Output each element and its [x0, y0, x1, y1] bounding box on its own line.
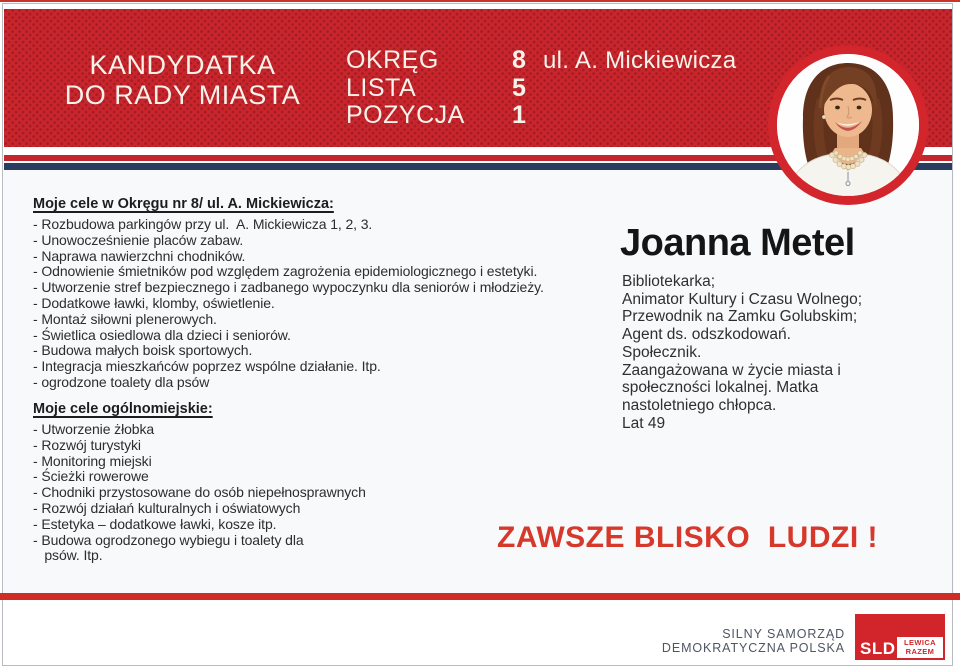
goal-item: - Unowocześnienie placów zabaw. [33, 231, 244, 248]
party-claim-line1: SILNY SAMORZĄD [722, 627, 845, 641]
district-street: ul. A. Mickiewicza [543, 47, 737, 74]
goal-item: - Montaż siłowni plenerowych. [33, 310, 217, 327]
bio-line: Bibliotekarka; [622, 273, 716, 290]
bio-line: Przewodnik na Zamku Golubskim; [622, 308, 858, 326]
candidate-photo [768, 45, 928, 205]
sld-logo [855, 614, 945, 660]
goal-item: - ogrodzone toalety dla psów [33, 373, 210, 390]
lewica-razem-box [897, 637, 943, 658]
goal-item: - Utworzenie stref bezpiecznego i zadbanego wypoczynku dla seniorów i młodzieży. [33, 279, 544, 296]
goal-item: - Monitoring miejski [33, 452, 152, 469]
goal-item: - Naprawa nawierzchni chodników. [33, 247, 246, 264]
local-goals-list [33, 217, 598, 391]
goal-item: - Budowa małych boisk sportowych. [33, 342, 253, 359]
bio-line: Agent ds. odszkodowań. [622, 326, 791, 344]
goal-item: - Utworzenie żłobka [33, 421, 155, 437]
ballot-row-pozycja [346, 102, 526, 130]
citywide-goals-heading: Moje cele ogólnomiejskie: [33, 401, 213, 417]
goal-item: - Estetyka – dodatkowe ławki, kosze itp. [33, 515, 277, 532]
bio-line: Lat 49 [622, 414, 666, 432]
ballot-label: LISTA [346, 73, 417, 102]
goal-item: - Integracja mieszkańców poprzez wspólne działanie. Itp. [33, 358, 381, 375]
local-goals-heading: Moje cele w Okręgu nr 8/ ul. A. Mickiewicza: [33, 196, 334, 212]
footer-accent-line [0, 593, 960, 600]
ballot-value: 5 [512, 73, 527, 102]
ballot-value: 1 [512, 101, 527, 129]
bio-line: nastoletniego chłopca. [622, 396, 777, 414]
top-accent-line [0, 0, 960, 2]
goal-item: - Rozwój turystyki [33, 436, 141, 453]
goal-item: - Ścieżki rowerowe [33, 468, 149, 485]
goal-item: - Chodniki przystosowane do osób niepełnosprawnych [33, 484, 366, 501]
ballot-row-okreg [346, 47, 526, 75]
party-claim [662, 628, 845, 656]
goal-item: psów. Itp. [33, 547, 103, 564]
candidate-role [40, 51, 325, 110]
local-goals-section [33, 196, 598, 391]
razem-text: RAZEM [905, 646, 935, 656]
bio-line: Zaangażowana w życie miasta i [622, 361, 841, 379]
goal-item: - Rozwój działań kulturalnych i oświatowych [33, 499, 301, 516]
campaign-slogan: ZAWSZE BLISKO LUDZI ! [497, 521, 878, 554]
sld-logo-text: SLD [860, 639, 896, 658]
goal-item: - Budowa ogrodzonego wybiegu i toalety dla [33, 531, 304, 548]
candidate-name: Joanna Metel [620, 222, 855, 264]
bio-line: Animator Kultury i Czasu Wolnego; [622, 290, 863, 308]
ballot-label: POZYCJA [346, 101, 465, 129]
lewica-text: LEWICA [904, 638, 936, 647]
ballot-info [346, 47, 526, 130]
ballot-row-lista [346, 75, 526, 103]
goal-item: - Odnowienie śmietników pod względem zagrożenia epidemiologicznego i estetyki. [33, 263, 538, 280]
ballot-label: OKRĘG [346, 46, 439, 74]
role-line1: KANDYDATKA [89, 50, 276, 80]
candidate-bio [622, 273, 862, 432]
bio-line: społeczności lokalnej. Matka [622, 379, 819, 397]
bio-line: Społecznik. [622, 343, 702, 361]
party-claim-line2: DEMOKRATYCZNA POLSKA [661, 640, 845, 655]
role-line2: DO RADY MIASTA [64, 79, 301, 110]
goal-item: - Świetlica osiedlowa dla dzieci i seniorów. [33, 326, 291, 343]
goal-item: - Rozbudowa parkingów przy ul. A. Mickiewicza 1, 2, 3. [33, 216, 373, 232]
candidate-portrait-drawing [777, 54, 919, 196]
goal-item: - Dodatkowe ławki, klomby, oświetlenie. [33, 294, 275, 311]
ballot-value: 8 [512, 46, 527, 74]
